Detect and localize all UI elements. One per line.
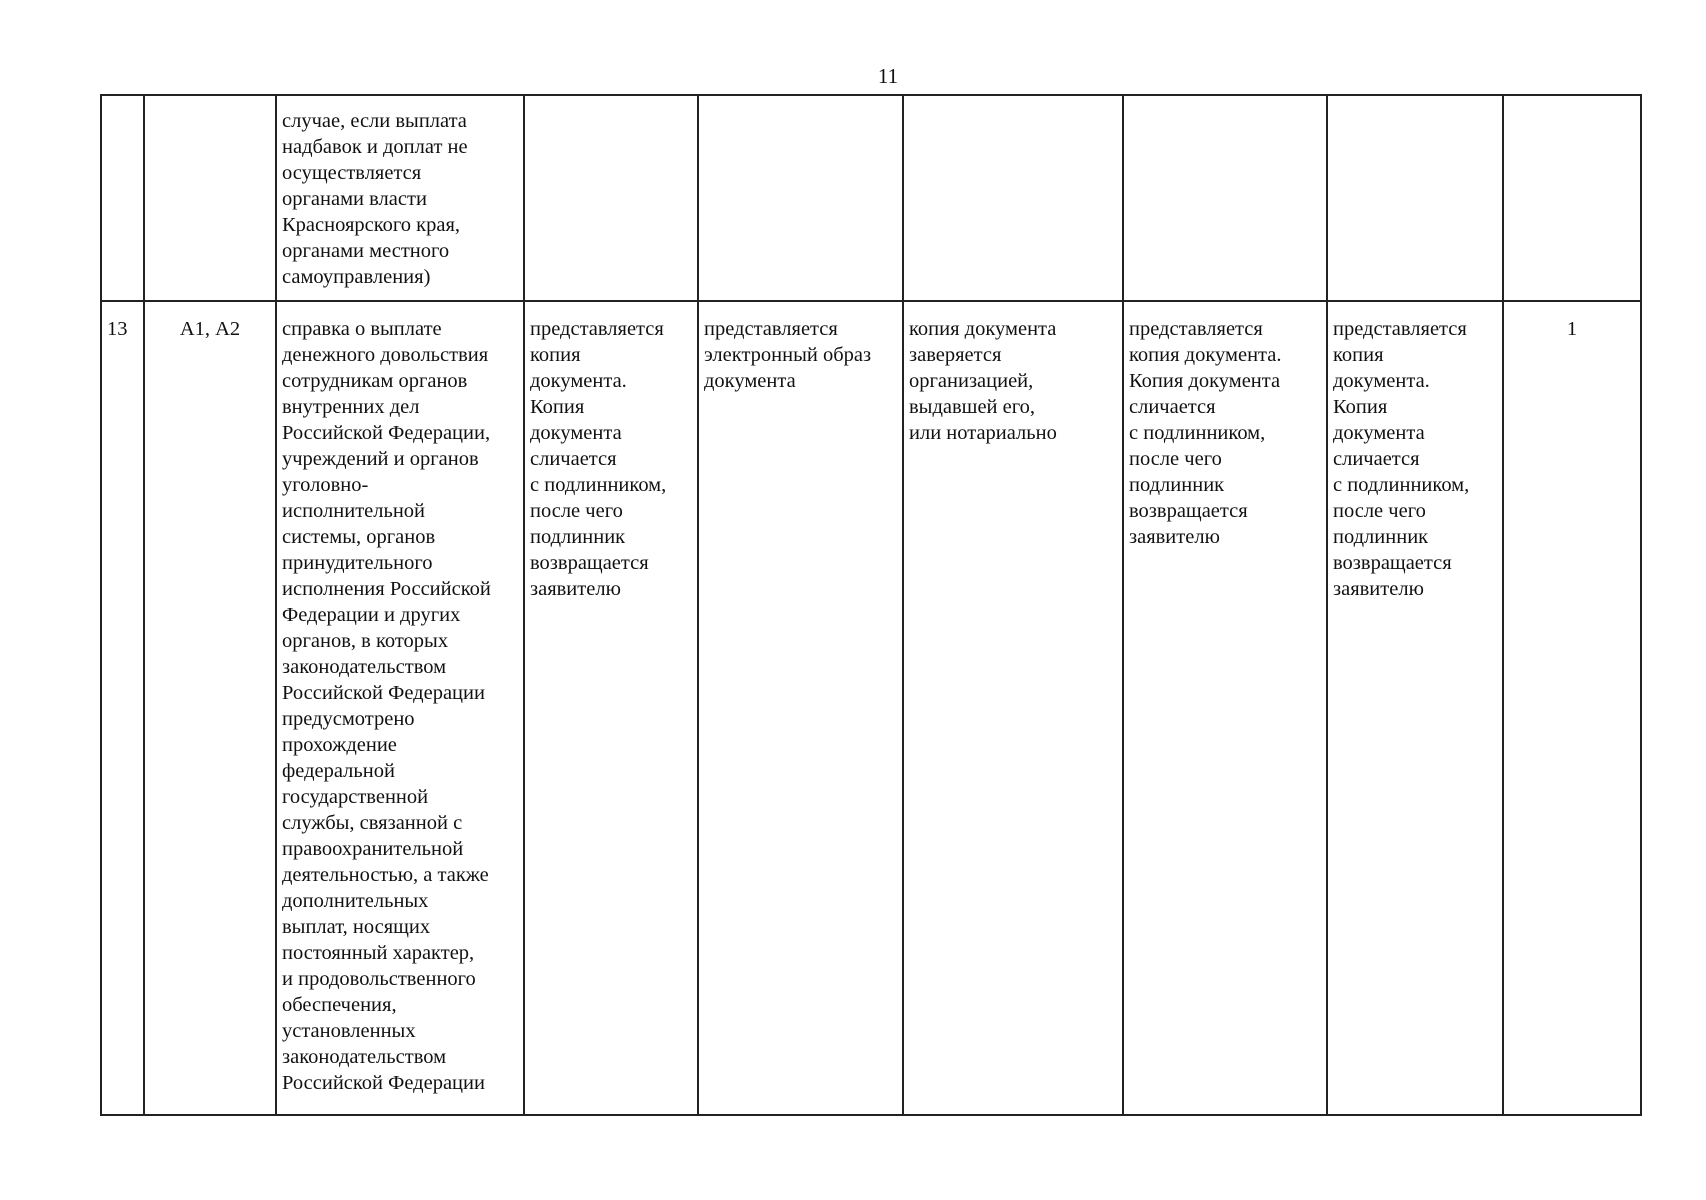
row-number-cell: 13 xyxy=(101,301,144,1115)
electronic-submission-cell: представляется электронный образ документа xyxy=(698,301,903,1115)
other-submission-cell xyxy=(1327,95,1503,301)
table-row xyxy=(101,301,1641,1115)
category-codes-cell xyxy=(144,95,276,301)
documents-table xyxy=(100,94,1642,1116)
mfc-submission-cell: представляется копия документа. Копия документа сличается с подлинником, после чего подлинник возвращается заявителю xyxy=(1123,301,1327,1115)
other-submission-cell: представляется копия документа. Копия документа сличается с подлинником, после чего подлинник возвращается заявителю xyxy=(1327,301,1503,1115)
document-name-cell: случае, если выплата надбавок и доплат не осуществляется органами власти Красноярского края, органами местного самоуправления) xyxy=(276,95,524,301)
quantity-cell xyxy=(1503,95,1641,301)
row-number-cell xyxy=(101,95,144,301)
electronic-submission-cell xyxy=(698,95,903,301)
document-name-cell: справка о выплате денежного довольствия сотрудникам органов внутренних дел Российской Федерации, учреждений и органов уголовно- исполнительной системы, органов принудительного исполнения Российской Федерации и других органов, в которых законодательством Российской Федерации предусмотрено прохождение федеральной государственной службы, связанной с правоохранительной деятельностью, а также дополнительных выплат, носящих постоянный характер, и продовольственного обеспечения, установленных законодательством Российской Федерации xyxy=(276,301,524,1115)
paper-submission-cell xyxy=(524,95,698,301)
certification-cell xyxy=(903,95,1123,301)
category-codes-cell: А1, А2 xyxy=(144,301,276,1115)
mfc-submission-cell xyxy=(1123,95,1327,301)
certification-cell: копия документа заверяется организацией, выдавшей его, или нотариально xyxy=(903,301,1123,1115)
quantity-cell: 1 xyxy=(1503,301,1641,1115)
paper-submission-cell: представляется копия документа. Копия документа сличается с подлинником, после чего подлинник возвращается заявителю xyxy=(524,301,698,1115)
page-number: 11 xyxy=(877,64,899,88)
table-row xyxy=(101,95,1641,301)
